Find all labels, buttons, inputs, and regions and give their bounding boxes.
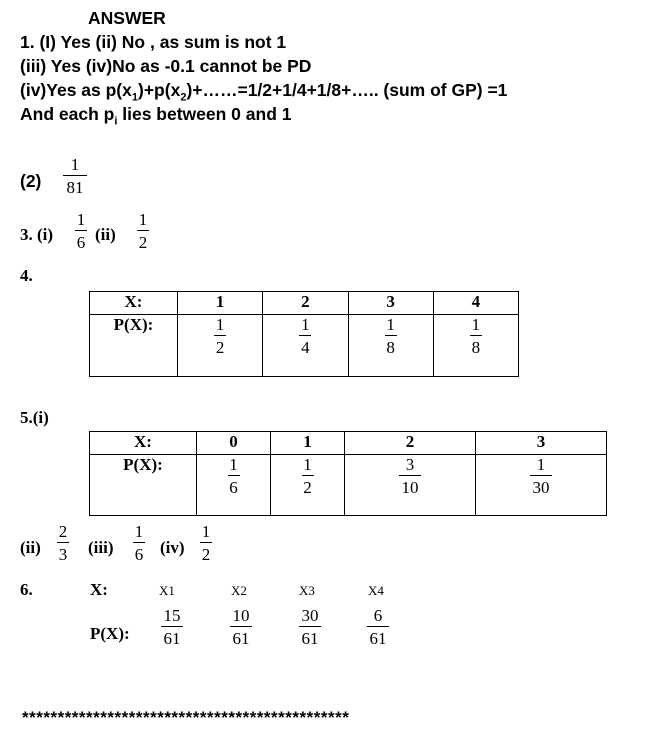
q6-p-value: 6 61: [367, 606, 389, 648]
q5-iii-label: (iii): [88, 538, 114, 557]
q2-fraction: 1 81: [63, 155, 87, 197]
q4-x-value: 2: [263, 292, 348, 315]
q1-line-3: (iv)Yes as $p(x_1)+p(x_2)+\dots\dots=1/2+1/4+1/8+\dots$.. (sum of GP) =1: [20, 80, 508, 104]
q4-x-value: 3: [348, 292, 433, 315]
q1-line-1: 1. (I) Yes (ii) No , as sum is not 1: [20, 32, 287, 52]
q4-x-header: X:: [90, 292, 178, 315]
q6-p-value: 30 61: [299, 606, 321, 648]
q5-p-value: $\frac{1}{30}$: [476, 455, 607, 516]
q6-x-header: X:: [90, 580, 108, 599]
q5-p-value: $\frac{3}{10}$: [345, 455, 476, 516]
q6-x-value: X1: [159, 583, 175, 598]
q5-iv-fraction: 1 2: [201, 522, 211, 564]
q4-x-value: 1: [178, 292, 263, 315]
q5-ii-label: (ii): [20, 538, 41, 557]
q3-label: 3. (i): [20, 225, 54, 244]
q6-p-value: 10 61: [230, 606, 252, 648]
q4-p-value: $\frac{1}{4}$: [263, 315, 348, 377]
q1-line-4: And each $p_i$ lies between 0 and 1: [20, 104, 292, 128]
q4-table: [89, 291, 519, 377]
q5-x-value: 2: [345, 432, 476, 455]
q6-p-header: P(X):: [90, 624, 130, 643]
footer-divider: **********************************************: [22, 708, 350, 727]
q6-label: 6.: [20, 580, 33, 599]
answer-heading: ANSWER: [88, 8, 166, 28]
q6-p-value: 15 61: [161, 606, 183, 648]
q4-label: 4.: [20, 266, 33, 285]
q5-ii-fraction: 2 3: [58, 522, 68, 564]
q4-p-value: $\frac{1}{8}$: [348, 315, 433, 377]
q4-p-value: $\frac{1}{2}$: [178, 315, 263, 377]
q3-i-fraction: 1 6: [76, 210, 86, 252]
q5-label: 5.(i): [20, 408, 49, 427]
q5-x-value: 1: [271, 432, 345, 455]
q4-x-value: 4: [433, 292, 518, 315]
q6-x-value: X2: [231, 583, 247, 598]
q3-ii-label: (ii): [95, 225, 116, 244]
q5-table: [89, 431, 607, 516]
q5-p-value: $\frac{1}{6}$: [197, 455, 271, 516]
q5-x-header: X:: [90, 432, 197, 455]
q4-p-header: P(X):: [90, 315, 178, 377]
q5-p-value: $\frac{1}{2}$: [271, 455, 345, 516]
q5-iv-label: (iv): [160, 538, 185, 557]
q6-x-value: X3: [299, 583, 315, 598]
q5-p-header: P(X):: [90, 455, 197, 516]
q5-x-value: 0: [197, 432, 271, 455]
q1-line-2: (iii) Yes (iv)No as -0.1 cannot be PD: [20, 56, 312, 76]
q5-iii-fraction: 1 6: [134, 522, 144, 564]
q5-x-value: 3: [476, 432, 607, 455]
q2-label: (2): [20, 171, 42, 191]
q6-x-value: X4: [368, 583, 384, 598]
q3-ii-fraction: 1 2: [138, 210, 148, 252]
q4-p-value: $\frac{1}{8}$: [433, 315, 518, 377]
